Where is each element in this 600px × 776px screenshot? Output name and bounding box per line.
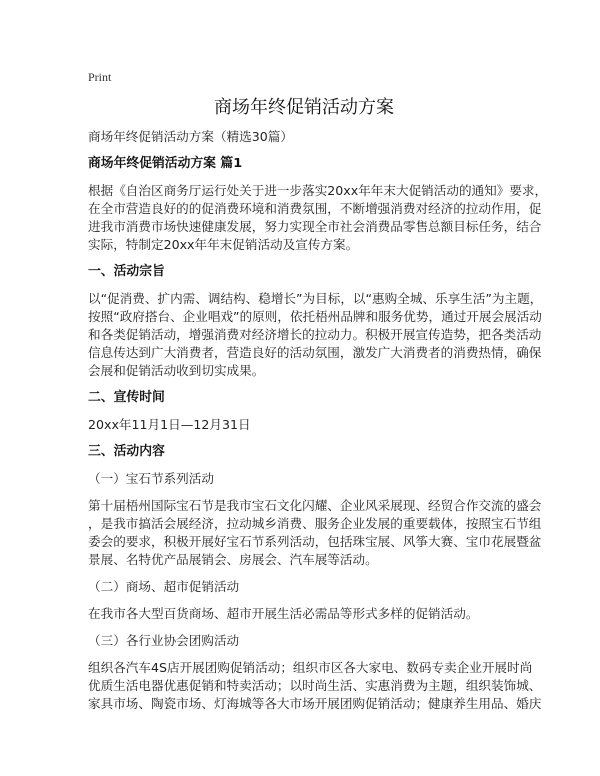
text-line: 信息传达到广大消费者，营造良好的活动氛围，激发广大消费者的消费热情，确保	[88, 345, 542, 360]
text-line: 在全市营造良好的的促消费环境和消费氛围，不断增强消费对经济的拉动作用，促	[88, 201, 542, 216]
text-line: ，是我市搞活会展经济，拉动城乡消费、服务企业发展的重要载体，按照宝石节组	[88, 516, 542, 531]
subsection-heading: （三）各行业协会团购活动	[88, 633, 240, 648]
sub3-paragraph	[88, 659, 542, 713]
subsection-heading: （一）宝石节系列活动	[88, 471, 214, 486]
text-line: 组织各汽车4S店开展团购促销活动；组织市区各大家电、数码专卖企业开展时尚	[88, 660, 533, 675]
text-line: 会展和促销活动收到切实成果。	[88, 363, 265, 378]
section-heading: 三、活动内容	[88, 444, 165, 459]
text-line: 景展、名特优产品展销会、房展会、汽车展等活动。	[88, 552, 378, 567]
text-line: 和各类促销活动，增强消费对经济增长的拉动力。积极开展宣传造势，把各类活动	[88, 327, 542, 342]
text-line: 进我市消费市场快速健康发展，努力实现全市社会消费品零售总额目标任务，结合	[88, 219, 542, 234]
section-heading: 一、活动宗旨	[88, 264, 165, 279]
text-line: 优质生活电器优惠促销和特卖活动；以时尚生活、实惠消费为主题，组织装饰城、	[88, 678, 542, 693]
article-heading: 商场年终促销活动方案 篇1	[88, 156, 243, 171]
section1-paragraph	[88, 290, 543, 380]
text-line: 第十届梧州国际宝石节是我市宝石文化闪耀、企业风采展现、经贸合作交流的盛会	[88, 498, 542, 513]
sub1-paragraph	[88, 497, 542, 569]
text-line: 按照“政府搭台、企业唱戏”的原则，依托梧州品牌和服务优势，通过开展会展活动	[88, 309, 542, 324]
section-heading: 二、宣传时间	[88, 390, 165, 405]
document-subtitle: 商场年终促销活动方案（精选30篇）	[88, 129, 293, 144]
text-line: 家具市场、陶瓷市场、灯海城等各大市场开展团购促销活动；健康养生用品、婚庆	[88, 696, 542, 711]
print-label: Print	[88, 70, 112, 84]
sub2-paragraph: 在我市各大型百货商场、超市开展生活必需品等形式多样的促销活动。	[88, 606, 479, 621]
text-line: 委会的要求，积极开展好宝石节系列活动，包括珠宝展、风筝大赛、宝巾花展暨盆	[88, 534, 542, 549]
text-line: 实际，特制定20xx年年末促销活动及宣传方案。	[88, 237, 359, 252]
document-page	[88, 68, 548, 722]
subsection-heading: （二）商场、超市促销活动	[88, 579, 240, 594]
text-line: 以“促消费、扩内需、调结构、稳增长”为目标，以“惠购全城、乐享生活”为主题，	[88, 291, 543, 306]
intro-paragraph	[88, 182, 548, 254]
text-line: 根据《自治区商务厅运行处关于进一步落实20xx年年末大促销活动的通知》要求，	[88, 183, 548, 198]
document-title: 商场年终促销活动方案	[214, 97, 394, 118]
section2-paragraph: 20xx年11月1日—12月31日	[88, 417, 251, 432]
